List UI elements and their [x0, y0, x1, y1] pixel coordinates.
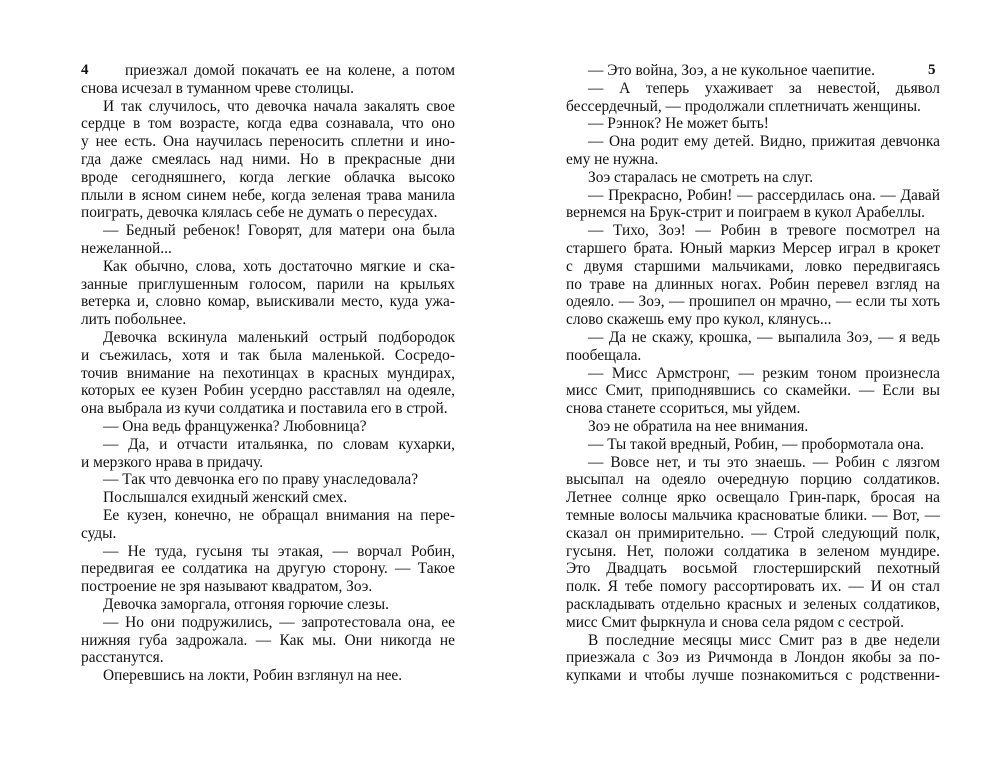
- left-text-line: ветерка и, словно комар, выискивали место, куда ужа-: [81, 293, 455, 311]
- right-text-line: Зоэ старалась не смотреть на слуг.: [588, 168, 814, 186]
- right-text-line: сказал он примирительно. — Строй следующий полк,: [566, 524, 940, 542]
- left-text-line: поиграть, девочка клялась себе не думать о пересудах.: [81, 204, 438, 222]
- right-page-number: 5: [928, 62, 936, 78]
- right-text-line: по траве на длинных ногах. Робин перевел взгляд на: [566, 275, 940, 293]
- right-text-line: темные волосы мальчика красноватые блики. — Вот, —: [566, 506, 940, 524]
- left-text-line: И так случилось, что девочка начала закалять свое: [103, 97, 455, 115]
- right-page-text: [566, 62, 940, 685]
- right-text-line: — Прекрасно, Робин! — рассердилась она. — Давай: [588, 186, 940, 204]
- left-text-line: плыли в ясном синем небе, когда зеленая трава манила: [81, 186, 455, 204]
- right-text-line: приезжала с Зоэ из Ричмонда в Лондон якобы за по-: [566, 649, 940, 667]
- left-text-line: — Да, и отчасти итальянка, по словам кухарки,: [103, 435, 455, 453]
- right-text-line: — Она родит ему детей. Видно, прижитая девчонка: [588, 133, 940, 151]
- right-text-line: — А теперь ухаживает за невестой, дьявол: [588, 79, 940, 97]
- left-text-line: нижняя губа задрожала. — Как мы. Они никогда не: [81, 631, 455, 649]
- left-text-line: нежеланной...: [81, 239, 172, 257]
- right-text-line: купками и чтобы лучше познакомиться с родственни-: [566, 667, 940, 685]
- right-text-line: старшего брата. Юный маркиз Мерсер играл в крокет: [566, 239, 940, 257]
- left-text-line: построение не зря называют квадратом, Зоэ.: [81, 578, 373, 596]
- left-page-text: [81, 62, 455, 685]
- left-text-line: передвигая ее солдатика на другую сторону. — Такое: [81, 560, 455, 578]
- right-text-line: ему не нужна.: [566, 150, 659, 168]
- left-text-line: Как обычно, слова, хоть достаточно мягкие и ска-: [103, 257, 455, 275]
- right-text-line: слово скажешь ему про кукол, клянусь...: [566, 311, 832, 329]
- left-text-line: Послышался ехидный женский смех.: [103, 489, 348, 507]
- right-text-line: бессердечный, — продолжали сплетничать женщины.: [566, 97, 921, 115]
- left-text-line: сердце в том возрасте, когда едва сознавала, что оно: [81, 115, 455, 133]
- right-text-line: гусыня. Нет, положи солдатика в зеленом мундире.: [566, 542, 940, 560]
- right-text-line: — Вовсе нет, и ты это знаешь. — Робин с лязгом: [588, 453, 940, 471]
- left-text-line: снова исчезал в туманном чреве столицы.: [81, 79, 354, 97]
- left-text-line: суды.: [81, 524, 117, 542]
- left-text-line: Девочка вскинула маленький острый подбородок: [103, 328, 455, 346]
- left-text-line: Ее кузен, конечно, не обращал внимания на пере-: [103, 506, 455, 524]
- left-text-line: — Она ведь француженка? Любовница?: [103, 417, 367, 435]
- right-text-line: — Ты такой вредный, Робин, — пробормотала она.: [588, 435, 925, 453]
- right-text-line: раскладывать отдельно красных и зеленых солдатиков,: [566, 595, 940, 613]
- left-text-line: и мерзкого нрава в придачу.: [81, 453, 264, 471]
- right-text-line: Это Двадцать восьмой глостерширский пехотный: [566, 560, 940, 578]
- left-text-line: — Но они подружились, — запротестовала она, ее: [103, 613, 455, 631]
- left-text-line: Оперевшись на локти, Робин взглянул на нее.: [103, 667, 403, 685]
- right-text-line: — Мисс Армстронг, — резким тоном произнесла: [588, 364, 940, 382]
- right-text-line: вернемся на Брук-стрит и поиграем в кукол Арабеллы.: [566, 204, 926, 222]
- left-text-line: Девочка заморгала, отгоняя горючие слезы.: [103, 595, 389, 613]
- right-text-line: — Тихо, Зоэ! — Робин в тревоге посмотрел на: [588, 222, 940, 240]
- left-text-line: она выбрала из кучи солдатика и поставила его в строй.: [81, 400, 448, 418]
- left-text-line: у нее есть. Она научилась переносить сплетни и ино-: [81, 133, 455, 151]
- left-text-line: которых ее кузен Робин усердно расставлял на одеяле,: [81, 382, 455, 400]
- right-text-line: Зоэ не обратила на нее внимания.: [588, 417, 809, 435]
- left-text-line: приезжал домой покачать ее на колене, а потом: [125, 62, 455, 79]
- left-page-number: 4: [81, 62, 89, 78]
- right-text-line: — Рэннок? Не может быть!: [588, 115, 769, 133]
- right-text-line: одеяло. — Зоэ, — прошипел он мрачно, — если ты хоть: [566, 293, 940, 311]
- left-text-line: и съежилась, хотя и так была маленькой. Сосредо-: [81, 346, 455, 364]
- left-text-line: гда даже смеялась над ними. Но в прекрасные дни: [81, 150, 455, 168]
- right-text-line: мисс Смит фыркнула и снова села рядом с сестрой.: [566, 613, 904, 631]
- left-text-line: занные приглушенным голосом, парили на крыльях: [81, 275, 455, 293]
- left-text-line: лить побольнее.: [81, 311, 187, 329]
- right-text-line: полк. Я тебе помогу рассортировать их. — И он стал: [566, 578, 940, 596]
- right-text-line: высыпал на одеяло очередную порцию солдатиков.: [566, 471, 940, 489]
- right-text-line: пообещала.: [566, 346, 642, 364]
- left-text-line: — Бедный ребенок! Говорят, для матери она была: [103, 222, 455, 240]
- right-text-line: с двумя старшими мальчиками, ловко передвигаясь: [566, 257, 940, 275]
- right-text-line: — Да не скажу, крошка, — выпалила Зоэ, — я ведь: [588, 328, 940, 346]
- right-text-line: мисс Смит, приподнявшись со скамейки. — Если вы: [566, 382, 940, 400]
- right-text-line: снова станете ссориться, мы уйдем.: [566, 400, 801, 418]
- left-text-line: точив внимание на пехотинцах в красных мундирах,: [81, 364, 455, 382]
- left-text-line: вроде сегодняшнего, когда легкие облачка высоко: [81, 168, 455, 186]
- right-text-line: Летнее солнце ярко освещало Грин-парк, бросая на: [566, 489, 940, 507]
- left-text-line: — Так что девчонка его по праву унаследовала?: [103, 471, 419, 489]
- left-text-line: расстанутся.: [81, 649, 164, 667]
- left-text-line: — Не туда, гусыня ты этакая, — ворчал Робин,: [103, 542, 455, 560]
- right-text-line: В последние месяцы мисс Смит раз в две недели: [588, 631, 940, 649]
- right-text-line: — Это война, Зоэ, а не кукольное чаепитие.: [588, 62, 875, 79]
